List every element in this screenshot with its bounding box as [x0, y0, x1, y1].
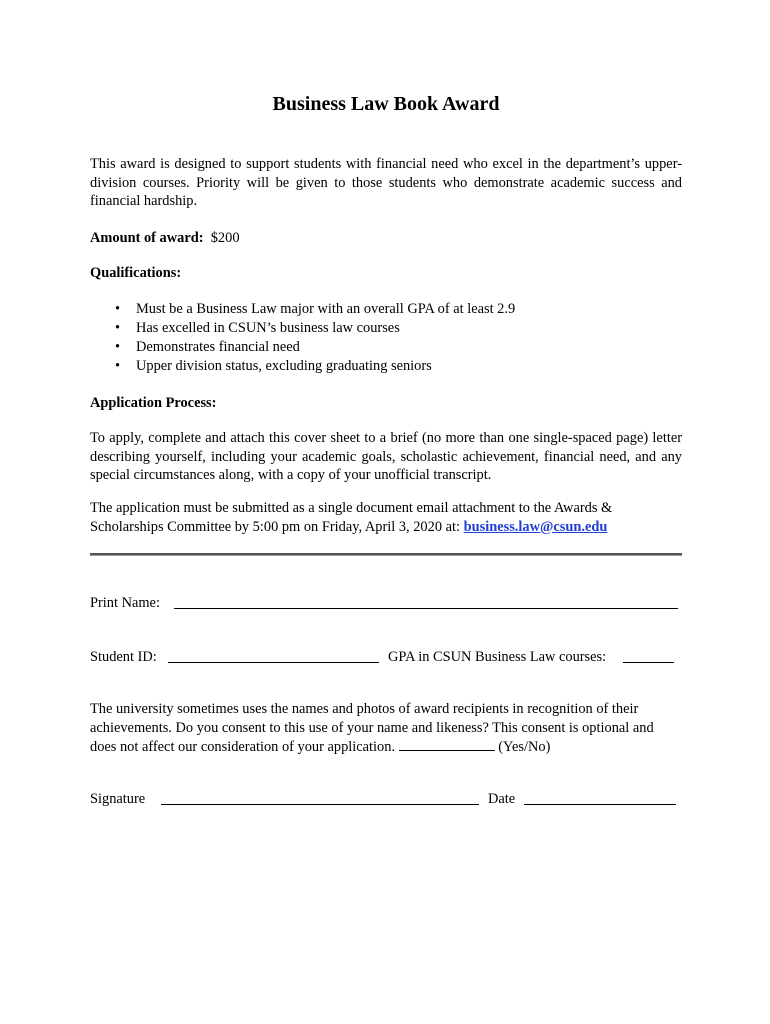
bullet-icon: • — [115, 320, 121, 336]
apply-paragraph: To apply, complete and attach this cover sheet to a brief (no more than one single-spaced page) letter describing yourself, including your academic goals, scholastic achievement, financial need, and any special circumstances along, with a copy of your unofficial transcript. — [90, 430, 682, 483]
list-item: • Upper division status, excluding graduating seniors — [115, 358, 432, 374]
gpa-label: GPA in CSUN Business Law courses: — [388, 649, 607, 665]
consent-paragraph — [90, 700, 682, 757]
student-id-field[interactable] — [168, 662, 379, 663]
submit-text: The application must be submitted as a single document email attachment to the Awards & Scholarships Committee by 5:00 pm on Friday, April 3, 2020 at: — [90, 500, 613, 535]
signature-row — [90, 789, 682, 809]
print-name-label: Print Name: — [90, 595, 160, 611]
list-item: • Demonstrates financial need — [115, 339, 300, 355]
signature-label: Signature — [90, 791, 146, 807]
student-id-row — [90, 647, 682, 667]
signature-field[interactable] — [161, 804, 479, 805]
date-label: Date — [488, 791, 516, 807]
amount-label: Amount of award: — [90, 230, 204, 246]
amount-value: $200 — [210, 230, 240, 246]
consent-text: The university sometimes uses the names and photos of award recipients in recognition of their achievements. Do you consent to this use of your name and likeness? This consent is optional and does not affect our consideration of your application. — [90, 701, 654, 755]
bullet-icon: • — [115, 301, 121, 317]
qualifications-heading: Qualifications: — [90, 265, 182, 281]
student-id-label: Student ID: — [90, 649, 157, 665]
list-item: • Has excelled in CSUN’s business law courses — [115, 320, 400, 336]
date-field[interactable] — [524, 804, 676, 805]
application-process-heading: Application Process: — [90, 395, 217, 411]
consent-answer-field[interactable] — [399, 737, 495, 751]
bullet-icon: • — [115, 339, 121, 355]
amount-of-award — [90, 229, 682, 248]
print-name-row — [90, 593, 682, 613]
consent-suffix: (Yes/No) — [498, 739, 551, 755]
section-divider — [90, 553, 682, 556]
email-link[interactable]: business.law@csun.edu — [463, 518, 608, 535]
page-title: Business Law Book Award — [272, 93, 500, 115]
intro-paragraph: This award is designed to support students with financial need who excel in the department’s upper-division courses. Priority will be given to those students who demonstrate academic success and financial hardship. — [90, 156, 682, 209]
list-item: • Must be a Business Law major with an overall GPA of at least 2.9 — [115, 301, 516, 317]
bullet-icon: • — [115, 358, 121, 374]
qualifications-list — [90, 300, 682, 376]
gpa-field[interactable] — [623, 662, 674, 663]
print-name-field[interactable] — [174, 608, 678, 609]
submit-paragraph — [90, 499, 682, 536]
